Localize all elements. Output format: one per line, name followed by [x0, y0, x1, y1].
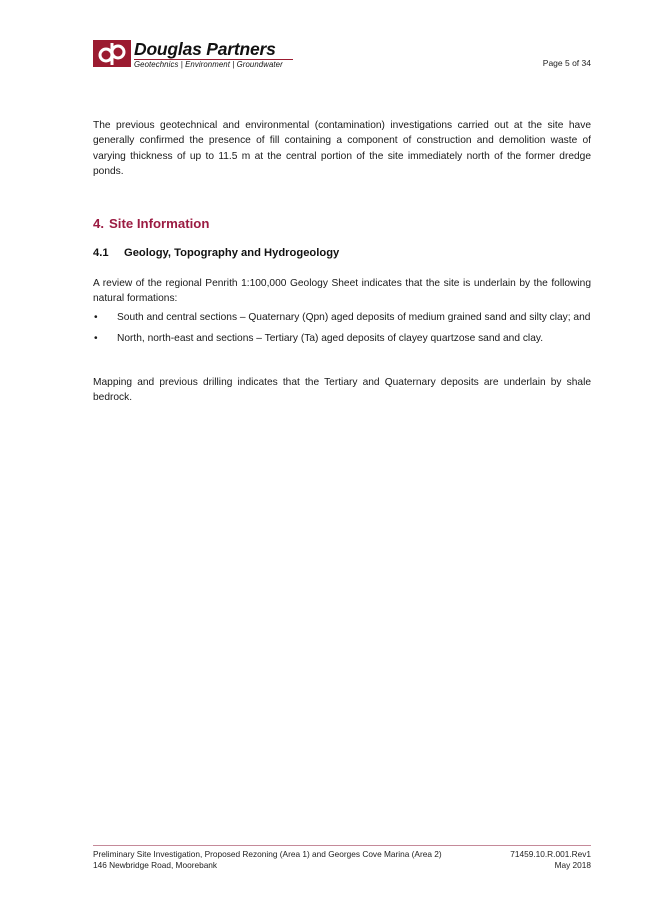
section-number: 4. — [93, 216, 104, 231]
page-number: Page 5 of 34 — [542, 58, 591, 68]
mapping-paragraph: Mapping and previous drilling indicates that the Tertiary and Quaternary deposits are underlain by shale bedrock. — [93, 377, 591, 404]
review-paragraph: A review of the regional Penrith 1:100,000 Geology Sheet indicates that the site is underlain by the following natural formations: — [93, 278, 591, 305]
footer-address: 146 Newbridge Road, Moorebank — [93, 859, 218, 870]
subsection-heading — [93, 246, 339, 261]
section-heading — [93, 216, 209, 231]
section-title: Site Information — [109, 216, 210, 231]
footer-right — [510, 849, 591, 870]
list-item-text: South and central sections – Quaternary (Qpn) aged deposits of medium grained sand and silty clay; and — [117, 312, 591, 323]
list-item — [93, 331, 591, 346]
page-footer — [93, 845, 591, 870]
footer-report-title: Preliminary Site Investigation, Proposed Rezoning (Area 1) and Georges Cove Marina (Area 2) — [93, 849, 442, 859]
subsection-number: 4.1 — [93, 247, 109, 259]
bullet-icon: • — [94, 333, 98, 345]
footer-report-number: 71459.10.R.001.Rev1 — [510, 849, 591, 859]
footer-left — [93, 849, 442, 870]
footer-date: May 2018 — [554, 859, 591, 870]
list-item — [93, 310, 591, 325]
formation-list — [93, 310, 591, 353]
logo-company-name: Douglas Partners — [134, 39, 276, 59]
page-header — [93, 40, 591, 70]
document-body — [93, 118, 591, 404]
dp-logo-icon — [93, 40, 131, 67]
logo-tagline: Geotechnics | Environment | Groundwater — [134, 59, 293, 69]
douglas-partners-logo — [93, 40, 293, 69]
bullet-icon: • — [94, 312, 98, 323]
intro-paragraph: The previous geotechnical and environmental (contamination) investigations carried out at the site have generally confirmed the presence of fill containing a component of construction and demolition waste of varying thickness of up to 11.5 m at the central portion of the site immediately north of the former dredge ponds. — [93, 120, 591, 177]
subsection-title: Geology, Topography and Hydrogeology — [124, 247, 340, 259]
list-item-text: North, north-east and sections – Tertiary (Ta) aged deposits of clayey quartzose sand and clay. — [117, 333, 544, 345]
